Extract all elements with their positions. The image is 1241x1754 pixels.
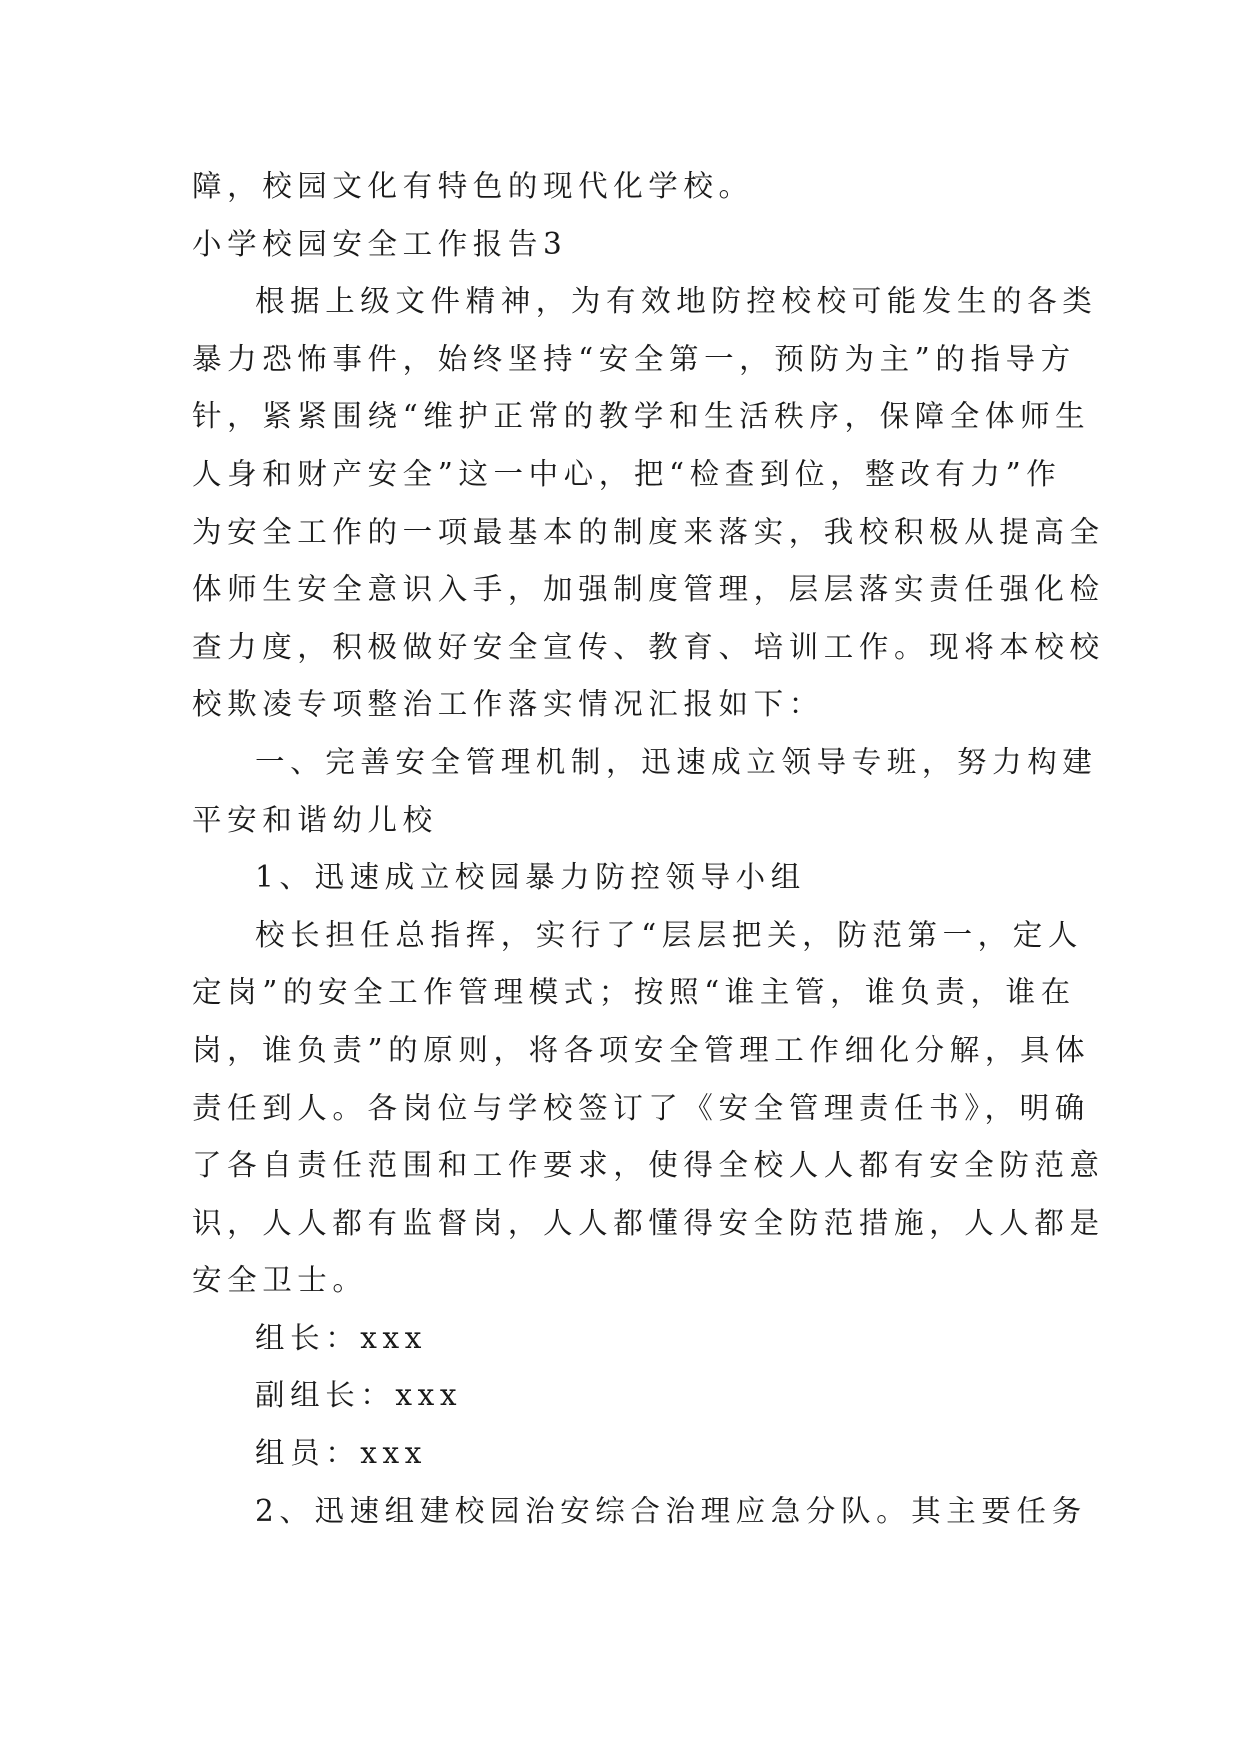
paragraph-line: 校欺凌专项整治工作落实情况汇报如下： <box>192 687 824 722</box>
paragraph-line: 责任到人。各岗位与学校签订了《安全管理责任书》，明确 <box>192 1090 1090 1125</box>
paragraph-line: 定岗”的安全工作管理模式；按照“谁主管，谁负责，谁在 <box>192 975 1076 1010</box>
paragraph-line: 人身和财产安全”这一中心，把“检查到位，整改有力”作 <box>192 456 1062 491</box>
paragraph-line: 体师生安全意识入手，加强制度管理，层层落实责任强化检 <box>192 572 1105 607</box>
heading-line: 平安和谐幼儿校 <box>192 802 438 837</box>
paragraph-line: 针，紧紧围绕“维护正常的教学和生活秩序，保障全体师生 <box>192 399 1091 434</box>
paragraph-line: 根据上级文件精神，为有效地防控校校可能发生的各类 <box>255 284 1098 319</box>
subheading-line: 1、迅速成立校园暴力防控领导小组 <box>255 860 806 895</box>
section-title: 小学校园安全工作报告3 <box>192 226 568 261</box>
deputy-leader-line: 副组长：xxx <box>255 1378 463 1413</box>
group-leader-line: 组长：xxx <box>255 1320 428 1355</box>
subheading-line: 2、迅速组建校园治安综合治理应急分队。其主要任务 <box>255 1493 1087 1528</box>
paragraph-line: 查力度，积极做好安全宣传、教育、培训工作。现将本校校 <box>192 629 1105 664</box>
paragraph-line: 校长担任总指挥，实行了“层层把关，防范第一，定人 <box>255 917 1083 952</box>
paragraph-line: 岗，谁负责”的原则，将各项安全管理工作细化分解，具体 <box>192 1032 1091 1067</box>
paragraph-line: 识，人人都有监督岗，人人都懂得安全防范措施，人人都是 <box>192 1205 1105 1240</box>
paragraph-line: 了各自责任范围和工作要求，使得全校人人都有安全防范意 <box>192 1148 1105 1183</box>
group-member-line: 组员：xxx <box>255 1436 428 1471</box>
paragraph-continuation-line: 障，校园文化有特色的现代化学校。 <box>192 169 754 203</box>
paragraph-line: 为安全工作的一项最基本的制度来落实，我校积极从提高全 <box>192 514 1105 549</box>
paragraph-line: 暴力恐怖事件，始终坚持“安全第一，预防为主”的指导方 <box>192 341 1076 376</box>
document-body <box>192 158 1105 1540</box>
heading-line: 一、完善安全管理机制，迅速成立领导专班，努力构建 <box>255 744 1098 779</box>
paragraph-line: 安全卫士。 <box>192 1263 368 1298</box>
